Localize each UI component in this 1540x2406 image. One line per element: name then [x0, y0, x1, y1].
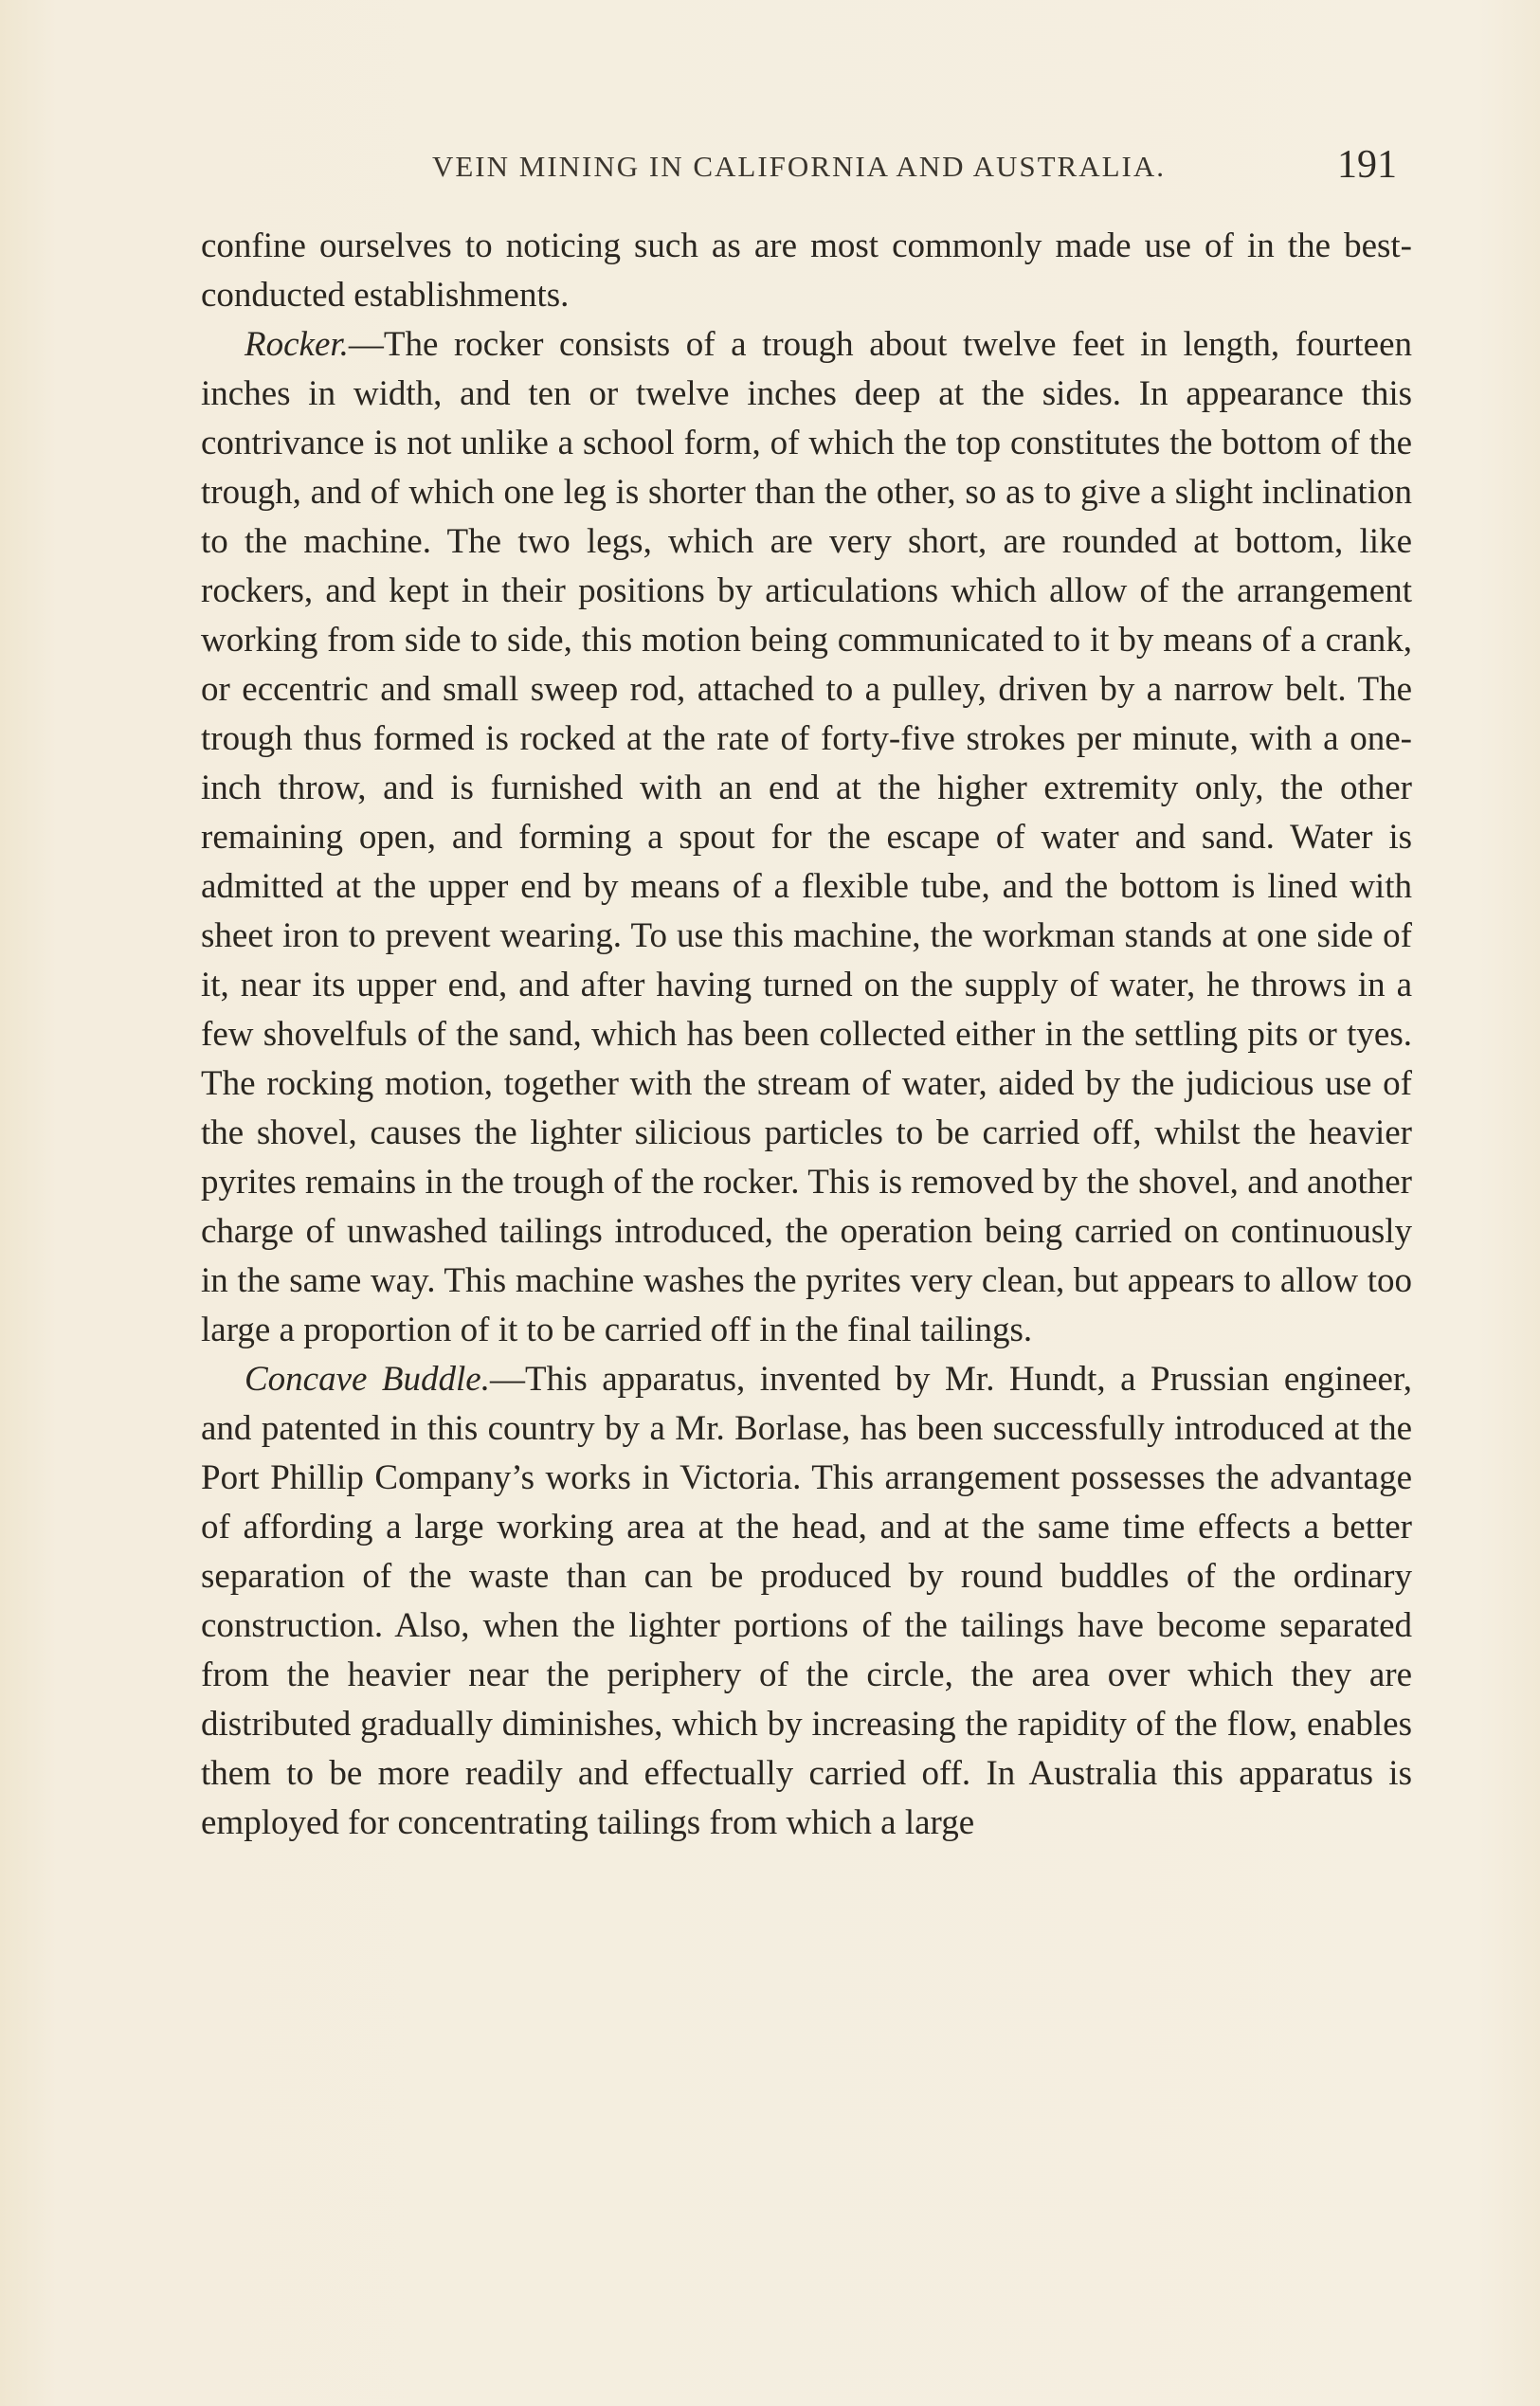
- running-head: VEIN MINING IN CALIFORNIA AND AUSTRALIA.: [431, 150, 1167, 183]
- paragraph-rocker: [201, 320, 1412, 1355]
- section-heading-rocker: Rocker.: [245, 325, 349, 364]
- paragraph-concave-buddle: [201, 1355, 1412, 1848]
- section-heading-concave-buddle: Concave Buddle.: [245, 1360, 490, 1399]
- page-number: 191: [1337, 143, 1397, 187]
- paragraph-text: confine ourselves to noticing such as are most commonly made use of in the best-conducted establishments.: [201, 226, 1412, 315]
- body-text: [201, 222, 1412, 1848]
- paragraph-text: —This apparatus, invented by Mr. Hundt, a Prussian engineer, and patented in this country by a Mr. Borlase, has been successfully introduced at the Port Phillip Company’s works in Victoria. This arrangement possesses the advantage of affording a large working area at the head, and at the same time effects a better separation of the waste than can be produced by round buddles of the ordinary construction. Also, when the lighter portions of the tailings have become separated from the heavier near the periphery of the circle, the area over which they are distributed gradually diminishes, which by increasing the rapidity of the flow, enables them to be more readily and effectually carried off. In Australia this apparatus is employed for concentrating tailings from which a large: [201, 1360, 1413, 1842]
- page-header: [201, 140, 1397, 197]
- paragraph-text: —The rocker consists of a trough about twelve feet in length, fourteen inches in width, and ten or twelve inches deep at the sides. In appearance this contrivance is not unlike a school form, of which the top constitutes the bottom of the trough, and of which one leg is shorter than the other, so as to give a slight inclination to the machine. The two legs, which are very short, are rounded at bottom, like rockers, and kept in their positions by articulations which allow of the arrangement working from side to side, this motion being communicated to it by means of a crank, or eccentric and small sweep rod, attached to a pulley, driven by a narrow belt. The trough thus formed is rocked at the rate of forty-five strokes per minute, with a one-inch throw, and is furnished with an end at the higher extremity only, the other remaining open, and forming a spout for the escape of water and sand. Water is admitted at the upper end by means of a flexible tube, and the bottom is lined with sheet iron to prevent wearing. To use this machine, the workman stands at one side of it, near its upper end, and after having turned on the supply of water, he throws in a few shovelfuls of the sand, which has been collected either in the settling pits or tyes. The rocking motion, together with the stream of water, aided by the judicious use of the shovel, causes the lighter silicious particles to be carried off, whilst the heavier pyrites remains in the trough of the rocker. This is removed by the shovel, and another charge of unwashed tailings introduced, the operation being carried on continuously in the same way. This machine washes the pyrites very clean, but appears to allow too large a proportion of it to be carried off in the final tailings.: [201, 325, 1412, 1349]
- paragraph-continuation: [201, 222, 1412, 320]
